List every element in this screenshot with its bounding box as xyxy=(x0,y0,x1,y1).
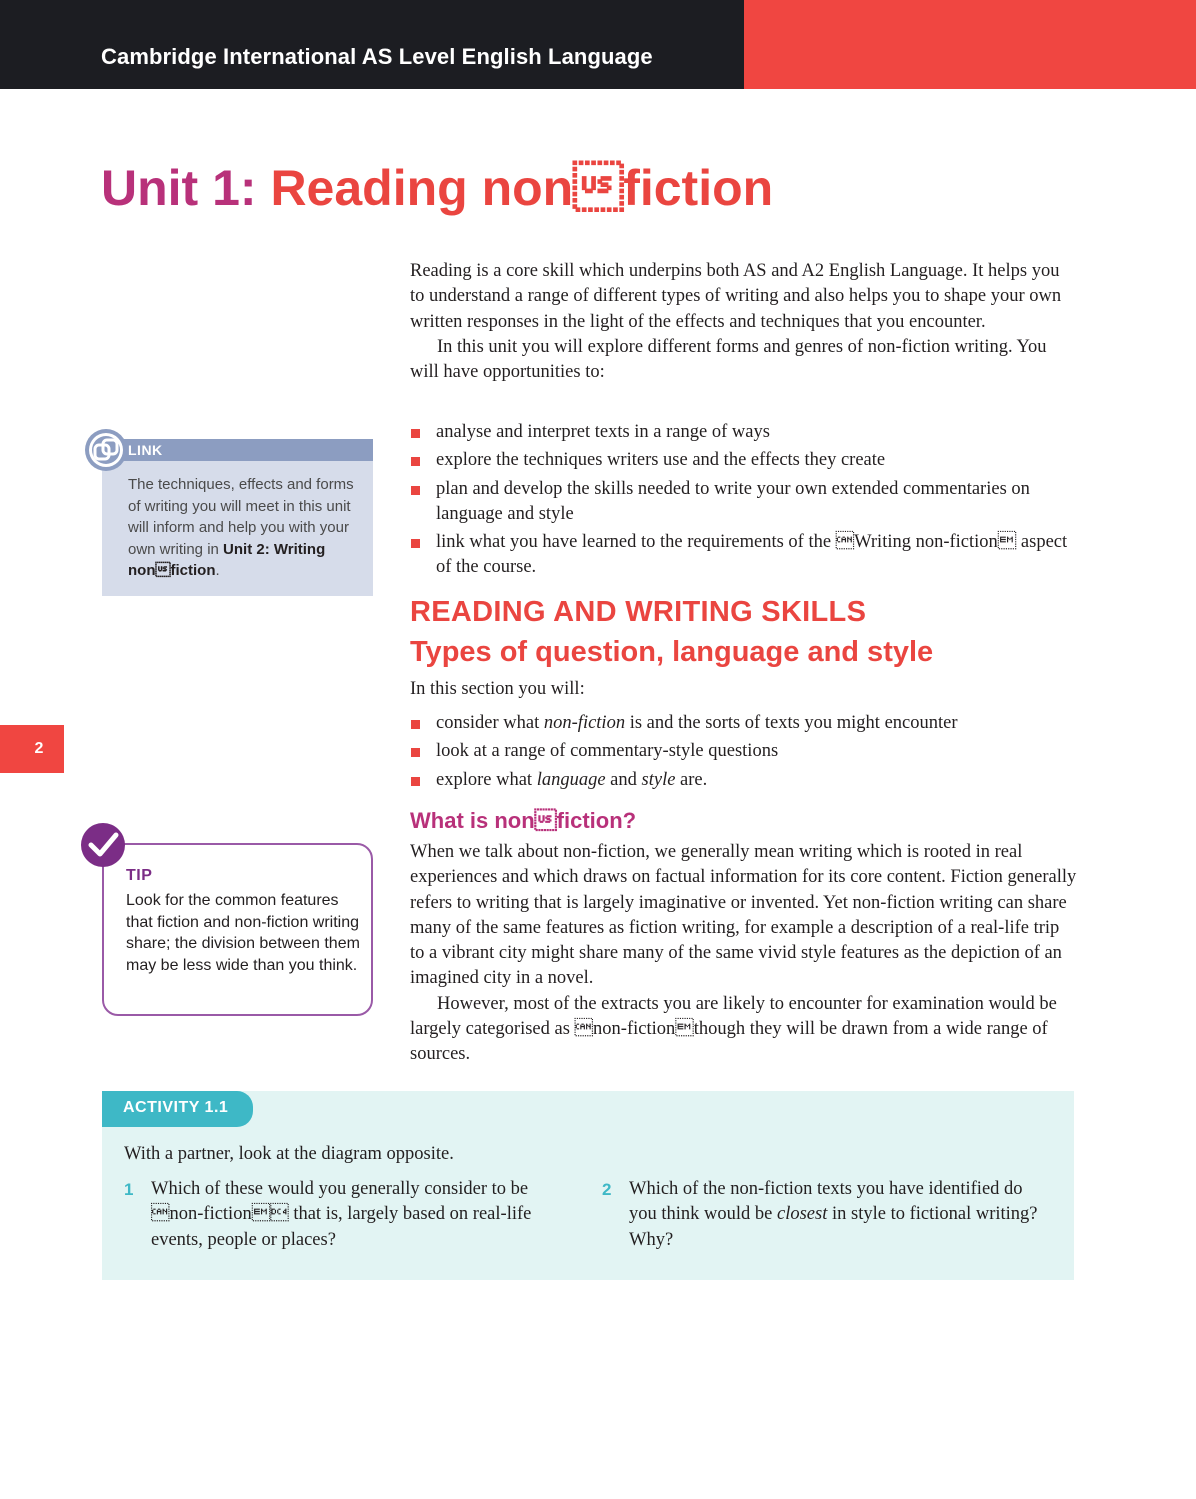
list-item: explore what language and style are. xyxy=(410,768,1070,793)
list-item: link what you have learned to the requirements of the Writing non-fiction aspect of the course. xyxy=(410,530,1070,581)
intro-paragraph: Reading is a core skill which underpins both AS and A2 English Language. It helps you to understand a range of different types of writing and also helps you to shape your own written responses in the light of the effects and techniques that you encounter. xyxy=(410,261,1062,332)
unit-number: Unit 1: xyxy=(101,160,271,216)
section-list xyxy=(410,711,1070,796)
section-heading xyxy=(410,594,1110,674)
unit-name: Reading non fiction xyxy=(270,160,774,216)
list-item: analyse and interpret texts in a range of ways xyxy=(410,420,1070,445)
bullet-square-icon xyxy=(411,720,420,729)
activity-question xyxy=(602,1177,1042,1253)
objectives-list xyxy=(410,420,1070,584)
page-number: 2 xyxy=(34,740,44,757)
book-title: Cambridge International AS Level English Language xyxy=(101,44,653,69)
question-number: 1 xyxy=(124,1180,134,1199)
subsection-heading: What is non fiction? xyxy=(410,808,637,833)
list-item: look at a range of commentary-style questions xyxy=(410,739,1070,764)
tip-box xyxy=(102,843,373,1016)
checkmark-icon xyxy=(80,822,126,868)
activity-intro: With a partner, look at the diagram opposite. xyxy=(124,1144,454,1164)
bullet-square-icon xyxy=(411,429,420,438)
activity-question xyxy=(124,1177,564,1253)
link-label: LINK xyxy=(128,442,163,458)
question-number: 2 xyxy=(602,1180,612,1199)
list-item: explore the techniques writers use and the effects they create xyxy=(410,448,1070,473)
intro-paragraph: In this unit you will explore different forms and genres of non-fiction writing. You will have opportunities to: xyxy=(410,336,1047,383)
question-text: Which of these would you generally consider to be non-fiction that is, largely based on real-life events, people or places? xyxy=(151,1179,532,1250)
unit-title xyxy=(101,158,773,218)
section-subtitle: Types of question, language and style xyxy=(410,636,934,668)
activity-box xyxy=(102,1091,1074,1280)
link-box xyxy=(102,439,373,596)
section-title: READING AND WRITING SKILLS xyxy=(410,596,867,628)
link-icon xyxy=(84,428,128,472)
header-accent-block xyxy=(744,0,1196,89)
tip-text: Look for the common features that fiction and non-fiction writing share; the division between them may be less wide than you think. xyxy=(126,892,360,974)
intro-text xyxy=(410,259,1078,385)
bullet-square-icon xyxy=(411,457,420,466)
page-number-tab xyxy=(0,725,64,773)
body-paragraph: When we talk about non-fiction, we generally mean writing which is rooted in real experiences and which draws on factual information for its core content. Fiction generally refers to writing that is largely imaginative or invented. Yet non-fiction writing can share many of the same features as fiction writing, for example a description of a real-life trip to a vibrant city might share many of the same vivid style features as the depiction of an imagined city in a novel. xyxy=(410,842,1077,989)
nonfiction-text xyxy=(410,840,1078,1068)
tip-label: TIP xyxy=(126,867,153,884)
unit-reference: Unit 2: Writing non fiction xyxy=(128,540,326,579)
question-text: Which of the non-fiction texts you have identified do you think would be closest in style to fictional writing? Why? xyxy=(629,1179,1038,1250)
body-paragraph: However, most of the extracts you are likely to encounter for examination would be largely categorised as non-fictionthough they will be drawn from a wide range of sources. xyxy=(410,993,1057,1065)
activity-label: ACTIVITY 1.1 xyxy=(123,1099,229,1116)
bullet-square-icon xyxy=(411,777,420,786)
activity-tab xyxy=(102,1091,253,1127)
bullet-square-icon xyxy=(411,748,420,757)
bullet-square-icon xyxy=(411,539,420,548)
list-item: consider what non-fiction is and the sorts of texts you might encounter xyxy=(410,711,1070,736)
bullet-square-icon xyxy=(411,486,420,495)
section-intro: In this section you will: xyxy=(410,679,585,699)
list-item: plan and develop the skills needed to write your own extended commentaries on language and style xyxy=(410,477,1070,528)
link-text: The techniques, effects and forms of writing you will meet in this unit will inform and help you with your own writing in Unit 2: Writing non fiction. xyxy=(128,476,354,579)
